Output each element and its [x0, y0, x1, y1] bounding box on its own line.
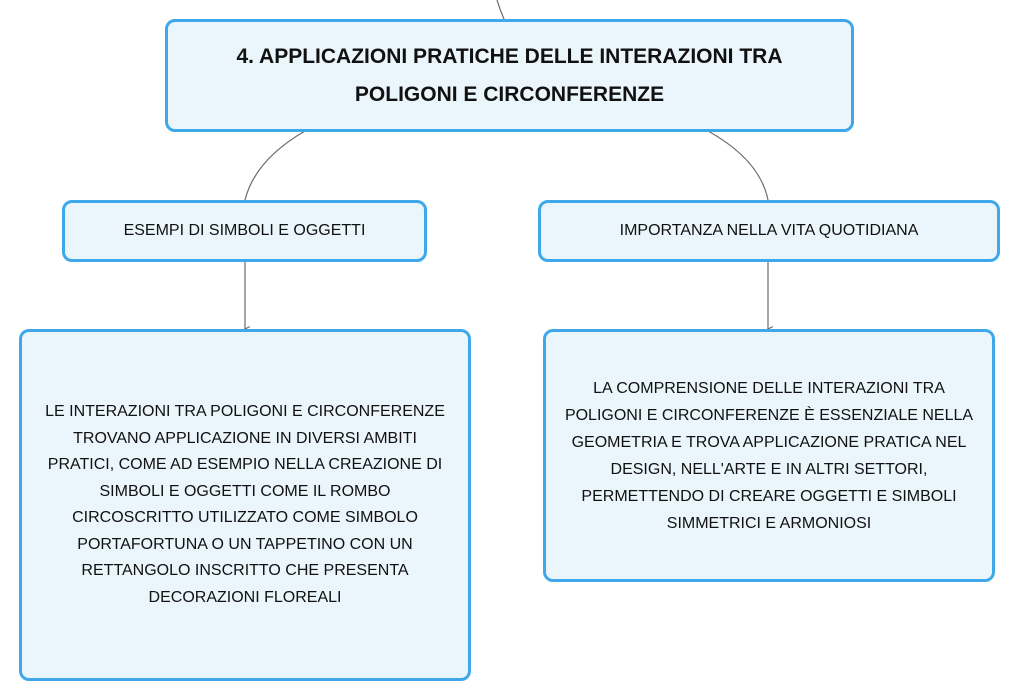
connector-main-to-examples [245, 131, 305, 200]
main-topic-node[interactable] [165, 19, 854, 132]
main-topic-title: 4. APPLICAZIONI PRATICHE DELLE INTERAZIONI TRA POLIGONI E CIRCONFERENZE [236, 44, 783, 106]
detail-node-importance[interactable] [543, 329, 995, 582]
detail-text-importance: LA COMPRENSIONE DELLE INTERAZIONI TRA POLIGONI E CIRCONFERENZE È ESSENZIALE NELLA GEOMETRIA E TROVA APPLICAZIONE PRATICA NEL DESIGN, NELL'ARTE E IN ALTRI SETTORI, PERMETTENDO DI CREARE OGGETTI E SIMBOLI SIMMETRICI E ARMONIOSI [564, 379, 974, 532]
branch-node-importance[interactable] [538, 200, 1000, 262]
branch-label-examples: ESEMPI DI SIMBOLI E OGGETTI [123, 222, 366, 239]
connector-parent-to-main-topic [497, 0, 504, 19]
detail-text-examples: LE INTERAZIONI TRA POLIGONI E CIRCONFERENZE TROVANO APPLICAZIONE IN DIVERSI AMBITI PRATICI, COME AD ESEMPIO NELLA CREAZIONE DI SIMBOLI E OGGETTI COME IL ROMBO CIRCOSCRITTO UTILIZZATO COME SIMBOLO PORTAFORTUNA O UN TAPPETINO CON UN RETTANGOLO INSCRITTO CHE PRESENTA DECORAZIONI FLOREALI [45, 403, 445, 606]
detail-node-examples[interactable] [19, 329, 471, 681]
branch-node-examples[interactable] [62, 200, 427, 262]
connector-main-to-importance [708, 131, 768, 200]
branch-label-importance: IMPORTANZA NELLA VITA QUOTIDIANA [619, 222, 919, 239]
